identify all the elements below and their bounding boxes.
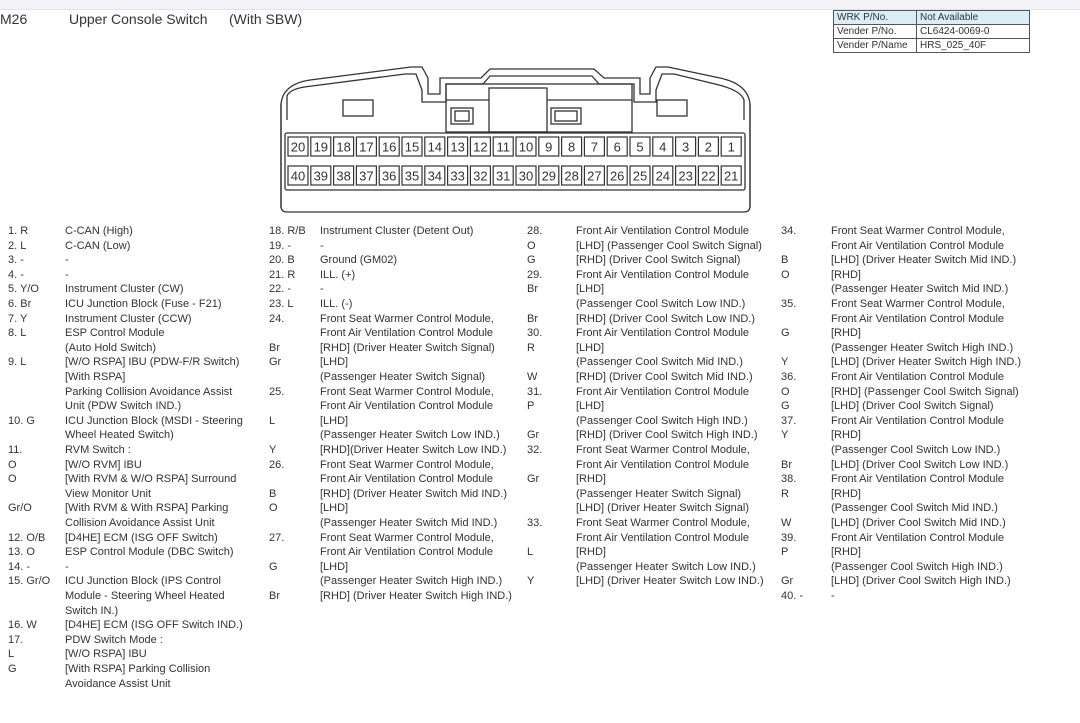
- pin-entry-id: 19. -: [269, 239, 292, 252]
- pin-entry-id: Gr: [269, 356, 282, 369]
- pin-entry-id: Y: [269, 444, 277, 456]
- pin-entry-id: O: [8, 473, 17, 486]
- pin-entry-id: 2. L: [8, 239, 27, 252]
- pin-entry-description: [LHD]: [320, 356, 349, 369]
- pin-entry-id: Gr: [527, 473, 540, 486]
- pin-number: 37: [359, 168, 374, 184]
- pin-number: 21: [723, 168, 739, 184]
- pin-entry-description: [D4HE] ECM (ISG OFF Switch IND.): [65, 619, 243, 632]
- pin-entry-id: 5. Y/O: [8, 283, 39, 296]
- pin-38: [334, 166, 354, 185]
- connector-id: M26: [0, 11, 28, 27]
- pin-entry-description: Front Air Ventilation Control Module: [576, 385, 750, 398]
- pin-entry-description: Front Air Ventilation Control Module: [831, 312, 1005, 325]
- pin-entry-id: Br: [781, 458, 792, 471]
- pin-entry-id: 34.: [781, 225, 797, 237]
- pin-entry-description: [With RVM & With RSPA] Parking: [65, 502, 229, 515]
- pin-25: [630, 166, 650, 185]
- pin-entry-id: O: [781, 385, 790, 398]
- info-value: CL6424-0069-0: [917, 25, 1030, 39]
- pin-entry-description: Front Air Ventilation Control Module: [831, 473, 1005, 486]
- pin-entry-description: Front Air Ventilation Control Module: [831, 239, 1005, 252]
- pin-entry-id: L: [8, 648, 15, 661]
- pin-entry-description: Front Seat Warmer Control Module,: [320, 312, 494, 325]
- pin-entry-description: [RHD] (Driver Cool Switch Low IND.): [576, 312, 756, 325]
- pin-entry-id: O: [8, 458, 17, 471]
- pin-31: [493, 166, 513, 185]
- pin-entry-description: Front Air Ventilation Control Module: [576, 268, 750, 281]
- pin-33: [448, 166, 468, 185]
- pin-entry-id: 14. -: [8, 560, 31, 573]
- pin-entry-description: Instrument Cluster (CCW): [65, 312, 192, 325]
- pin-entry-description: -: [65, 560, 69, 573]
- pin-entry-id: 10. G: [8, 414, 35, 427]
- pin-number: 24: [655, 168, 671, 184]
- pin-number: 34: [427, 168, 443, 184]
- pin-number: 18: [336, 139, 351, 155]
- pin-entry-description: Front Seat Warmer Control Module,: [320, 531, 494, 544]
- pin-entry-description: [RHD]: [831, 546, 861, 559]
- pin-number: 13: [450, 139, 465, 155]
- pin-entry-id: 22. -: [269, 283, 292, 296]
- pin-entry-id: Y: [781, 429, 789, 442]
- pin-entry-description: [LHD]: [320, 560, 349, 573]
- pin-entry-id: 38.: [781, 473, 797, 486]
- pin-29: [539, 166, 559, 185]
- pin-entry-description: (Passenger Heater Switch High IND.): [831, 341, 1014, 354]
- pin-entry-description: Switch IN.): [65, 604, 119, 617]
- info-value: HRS_025_40F: [917, 39, 1030, 53]
- pin-number: 32: [473, 168, 488, 184]
- pin-entry-description: [With RVM & W/O RSPA] Surround: [65, 473, 237, 486]
- pin-entry-id: 30.: [527, 327, 543, 340]
- pin-4: [653, 137, 673, 156]
- pin-entry-description: Front Air Ventilation Control Module: [831, 371, 1005, 383]
- pin-24: [653, 166, 673, 185]
- pin-15: [402, 137, 422, 156]
- pin-entry-id: 23. L: [269, 298, 294, 310]
- pin-entry-description: (Passenger Heater Switch Low IND.): [576, 560, 756, 573]
- pin-entry-description: PDW Switch Mode :: [65, 633, 163, 646]
- pin-number: 16: [381, 139, 397, 155]
- pin-35: [402, 166, 422, 185]
- pin-entry-description: Front Seat Warmer Control Module,: [576, 517, 750, 529]
- pin-3: [676, 137, 696, 156]
- pin-8: [562, 137, 582, 156]
- pin-entry-description: -: [65, 254, 69, 267]
- pin-number: 12: [473, 139, 488, 155]
- pin-entry-description: Front Air Ventilation Control Module: [576, 327, 750, 340]
- pin-entry-id: 39.: [781, 531, 797, 544]
- pin-number: 20: [290, 139, 306, 155]
- pin-entry-description: Module - Steering Wheel Heated: [65, 590, 225, 602]
- pin-entry-id: Y: [527, 575, 535, 588]
- pin-entry-description: [LHD]: [320, 414, 349, 427]
- pin-entry-description: [W/O RSPA] IBU: [65, 648, 147, 661]
- pin-number: 1: [727, 139, 735, 155]
- pin-entry-description: ICU Junction Block (MSDI - Steering: [65, 414, 243, 427]
- pin-entry-description: Parking Collision Avoidance Assist: [65, 385, 233, 398]
- pin-entry-description: Front Seat Warmer Control Module,: [831, 298, 1005, 310]
- pin-34: [425, 166, 445, 185]
- pin-entry-description: Front Air Ventilation Control Module: [831, 414, 1005, 427]
- pin-entry-description: (Passenger Heater Switch High IND.): [320, 575, 503, 588]
- pin-entry-description: Front Air Ventilation Control Module: [576, 531, 750, 544]
- pin-entry-id: G: [269, 560, 278, 573]
- pin-entry-description: ILL. (+): [320, 268, 356, 281]
- pin-number: 15: [404, 139, 420, 155]
- pin-entry-description: (Passenger Heater Switch Signal): [320, 371, 486, 383]
- pin-number: 25: [632, 168, 648, 184]
- pin-entry-description: [RHD] (Driver Cool Switch Mid IND.): [576, 371, 753, 383]
- pin-entry-description: [RHD]: [576, 546, 606, 559]
- pin-entry-description: C-CAN (High): [65, 225, 133, 237]
- pin-37: [356, 166, 376, 185]
- pin-entry-description: Collision Avoidance Assist Unit: [65, 517, 215, 529]
- pin-entry-description: (Passenger Cool Switch Low IND.): [576, 298, 746, 310]
- pin-entry-id: R: [527, 341, 535, 354]
- pin-entry-description: -: [320, 239, 324, 252]
- pin-entry-description: Front Air Ventilation Control Module: [320, 400, 494, 413]
- pin-entry-id: B: [269, 487, 277, 500]
- pin-entry-id: O: [781, 268, 790, 281]
- pin-entry-description: [RHD] (Driver Heater Switch High IND.): [320, 590, 512, 602]
- info-label: Vender P/No.: [834, 25, 917, 39]
- pin-entry-description: (Passenger Heater Switch Signal): [576, 487, 742, 500]
- pin-entry-id: 25.: [269, 385, 285, 398]
- connector-name: Upper Console Switch: [69, 11, 208, 27]
- pin-18: [334, 137, 354, 156]
- pin-entry-id: 33.: [527, 517, 543, 529]
- pin-19: [311, 137, 331, 156]
- pin-23: [676, 166, 696, 185]
- pin-entry-id: L: [269, 414, 276, 427]
- pin-10: [516, 137, 536, 156]
- pin-entry-id: L: [527, 546, 534, 559]
- pin-entry-description: View Monitor Unit: [65, 487, 151, 500]
- pin-entry-description: (Passenger Cool Switch Mid IND.): [831, 502, 998, 515]
- pin-entry-description: [RHD]: [831, 487, 861, 500]
- pin-22: [698, 166, 718, 185]
- pin-entry-id: 20. B: [269, 254, 295, 267]
- pin-entry-description: Front Air Ventilation Control Module: [831, 531, 1005, 544]
- pin-entry-id: 32.: [527, 444, 543, 456]
- info-label: Vender P/Name: [834, 39, 917, 53]
- pin-entry-description: [LHD] (Driver Heater Switch Mid IND.): [831, 254, 1017, 267]
- pin-number: 28: [564, 168, 579, 184]
- pin-entry-description: [RHD] (Driver Cool Switch Signal): [576, 254, 741, 267]
- pin-number: 27: [587, 168, 602, 184]
- pin-entry-description: [LHD] (Driver Cool Switch Mid IND.): [831, 517, 1006, 529]
- pin-entry-description: Front Air Ventilation Control Module: [320, 327, 494, 340]
- pin-entry-id: 12. O/B: [8, 531, 46, 544]
- pin-entry-description: ICU Junction Block (IPS Control: [65, 575, 221, 588]
- pin-number: 11: [496, 139, 510, 155]
- pin-number: 35: [404, 168, 420, 184]
- pin-entry-id: Br: [269, 590, 280, 602]
- pin-entry-description: Front Seat Warmer Control Module,: [831, 225, 1005, 237]
- pin-11: [493, 137, 513, 156]
- pin-row-top: [288, 137, 741, 156]
- pin-entry-description: -: [320, 283, 324, 296]
- pin-number: 5: [636, 139, 644, 155]
- pin-9: [539, 137, 559, 156]
- pin-entry-description: ESP Control Module: [65, 327, 165, 340]
- pin-entry-description: [RHD] (Passenger Cool Switch Signal): [831, 385, 1019, 398]
- pin-6: [607, 137, 627, 156]
- pin-entry-description: [LHD]: [320, 502, 349, 515]
- pin-entry-description: [LHD]: [576, 400, 605, 413]
- pin-number: 29: [541, 168, 557, 184]
- pin-entry-id: 40. -: [781, 590, 804, 602]
- pin-entry-description: [RHD] (Driver Cool Switch High IND.): [576, 429, 758, 442]
- pin-20: [288, 137, 308, 156]
- pin-12: [470, 137, 490, 156]
- info-label: WRK P/No.: [834, 11, 917, 25]
- pin-entry-description: (Passenger Cool Switch Mid IND.): [576, 356, 743, 369]
- pin-entry-description: C-CAN (Low): [65, 239, 131, 252]
- pin-entry-id: W: [781, 517, 792, 529]
- pin-entry-description: [LHD] (Driver Cool Switch High IND.): [831, 575, 1011, 588]
- pin-entry-description: Front Air Ventilation Control Module: [576, 458, 750, 471]
- pin-number: 4: [659, 139, 667, 155]
- pin-entry-id: 37.: [781, 414, 797, 427]
- pin-number: 17: [359, 139, 374, 155]
- pin-number: 33: [450, 168, 465, 184]
- pin-number: 22: [701, 168, 716, 184]
- pin-entry-id: G: [781, 400, 790, 413]
- pin-number: 36: [381, 168, 397, 184]
- pin-entry-id: 6. Br: [8, 298, 32, 310]
- pin-entry-description: Wheel Heated Switch): [65, 429, 174, 442]
- pin-entry-description: [LHD] (Driver Heater Switch Low IND.): [576, 575, 764, 588]
- pin-entry-description: [RHD]: [831, 429, 861, 442]
- pin-entry-id: Br: [527, 283, 538, 296]
- pin-entry-id: 4. -: [8, 268, 24, 281]
- pin-entry-id: 35.: [781, 298, 797, 310]
- pin-1: [721, 137, 741, 156]
- pin-entry-id: Br: [527, 312, 538, 325]
- pin-entry-description: (Passenger Heater Switch Mid IND.): [831, 283, 1009, 296]
- pin-2: [698, 137, 718, 156]
- pin-entry-description: RVM Switch :: [65, 444, 131, 456]
- pin-entry-description: Ground (GM02): [320, 254, 398, 267]
- pin-entry-id: 31.: [527, 385, 543, 398]
- pin-28: [562, 166, 582, 185]
- pin-number: 6: [613, 139, 621, 155]
- pin-entry-description: Front Seat Warmer Control Module,: [320, 458, 494, 471]
- pin-entry-id: 21. R: [269, 268, 296, 281]
- pin-entry-id: 17.: [8, 633, 24, 646]
- pin-entry-description: Instrument Cluster (CW): [65, 283, 184, 296]
- pin-21: [721, 166, 741, 185]
- pin-entry-id: G: [527, 254, 536, 267]
- info-value: Not Available: [917, 11, 1030, 25]
- pin-number: 8: [567, 139, 576, 155]
- pin-number: 14: [427, 139, 443, 155]
- pin-entry-description: [LHD] (Driver Cool Switch Signal): [831, 400, 994, 413]
- pin-17: [356, 137, 376, 156]
- pin-entry-id: P: [527, 400, 535, 413]
- pin-40: [288, 166, 308, 185]
- pin-39: [311, 166, 331, 185]
- pin-30: [516, 166, 536, 185]
- pin-entry-description: -: [831, 590, 835, 602]
- pin-entry-description: (Passenger Heater Switch Mid IND.): [320, 517, 498, 529]
- pin-entry-description: [LHD] (Passenger Cool Switch Signal): [576, 239, 762, 252]
- pin-36: [379, 166, 399, 185]
- pin-number: 23: [678, 168, 693, 184]
- pin-entry-id: Br: [269, 341, 280, 354]
- pin-entry-description: [LHD] (Driver Heater Switch Signal): [576, 502, 749, 515]
- pin-entry-description: Front Air Ventilation Control Module: [576, 225, 750, 237]
- pin-entry-description: (Auto Hold Switch): [65, 341, 157, 354]
- pin-entry-id: 11.: [8, 444, 23, 456]
- pin-entry-id: O: [527, 239, 536, 252]
- pin-number: 3: [681, 139, 690, 155]
- pin-entry-description: [W/O RSPA] IBU (PDW-F/R Switch): [65, 356, 240, 369]
- pin-entry-description: [RHD]: [831, 327, 861, 340]
- pin-7: [584, 137, 604, 156]
- pin-number: 26: [609, 168, 625, 184]
- pin-entry-description: [RHD](Driver Heater Switch Low IND.): [320, 444, 507, 456]
- pin-entry-id: 29.: [527, 268, 543, 281]
- pin-entry-id: Y: [781, 356, 789, 369]
- pin-number: 10: [518, 139, 534, 155]
- pin-entry-description: Front Air Ventilation Control Module: [320, 473, 494, 486]
- pin-entry-description: [With RSPA]: [65, 371, 126, 383]
- pin-14: [425, 137, 445, 156]
- pin-26: [607, 166, 627, 185]
- pin-32: [470, 166, 490, 185]
- pin-entry-description: Instrument Cluster (Detent Out): [320, 225, 474, 237]
- pin-entry-id: G: [781, 327, 790, 340]
- pin-entry-description: (Passenger Heater Switch Low IND.): [320, 429, 500, 442]
- pin-entry-description: [LHD] (Driver Cool Switch Low IND.): [831, 458, 1009, 471]
- pin-entry-description: Front Air Ventilation Control Module: [320, 546, 494, 559]
- pin-entry-description: (Passenger Cool Switch High IND.): [831, 560, 1003, 573]
- pin-entry-description: [LHD] (Driver Heater Switch High IND.): [831, 356, 1022, 369]
- pin-entry-description: (Passenger Cool Switch High IND.): [576, 414, 748, 427]
- pin-entry-id: 18. R/B: [269, 225, 306, 237]
- pin-entry-id: Gr: [527, 429, 540, 442]
- pin-entry-description: [RHD] (Driver Heater Switch Signal): [320, 341, 495, 354]
- pin-entry-id: 28.: [527, 225, 543, 237]
- pin-entry-description: ILL. (-): [320, 298, 353, 310]
- pin-entry-id: 7. Y: [8, 312, 28, 325]
- pin-number: 30: [518, 168, 534, 184]
- pin-entry-description: [LHD]: [576, 341, 605, 354]
- pin-entry-description: Front Seat Warmer Control Module,: [576, 444, 750, 456]
- connector-variant: (With SBW): [229, 11, 303, 27]
- pin-entry-description: (Passenger Cool Switch Low IND.): [831, 444, 1001, 456]
- pin-number: 7: [590, 139, 599, 155]
- pin-entry-description: [LHD]: [576, 283, 605, 296]
- pin-entry-id: Gr: [781, 575, 794, 588]
- pin-number: 9: [545, 139, 553, 155]
- pin-entry-description: -: [65, 268, 69, 281]
- pin-entry-id: 24.: [269, 312, 285, 325]
- pin-entry-id: 9. L: [8, 356, 27, 369]
- pin-entry-id: P: [781, 546, 789, 559]
- pin-entry-description: [With RSPA] Parking Collision: [65, 663, 211, 675]
- pin-number: 19: [313, 139, 329, 155]
- pin-entry-id: 16. W: [8, 619, 37, 632]
- pin-number: 39: [313, 168, 329, 184]
- pin-entry-description: [D4HE] ECM (ISG OFF Switch): [65, 531, 218, 544]
- pin-entry-description: [RHD]: [576, 473, 606, 486]
- pin-entry-id: G: [8, 663, 17, 675]
- pin-entry-description: Front Seat Warmer Control Module,: [320, 385, 494, 398]
- pin-27: [584, 166, 604, 185]
- pin-entry-description: Avoidance Assist Unit: [65, 677, 171, 690]
- pin-entry-description: ICU Junction Block (Fuse - F21): [65, 298, 222, 310]
- pin-entry-id: 3. -: [8, 254, 24, 267]
- pin-row-bottom: [288, 166, 741, 185]
- pin-entry-description: Unit (PDW Switch IND.): [65, 400, 182, 413]
- pin-number: 31: [495, 168, 511, 184]
- pin-entry-description: [RHD]: [831, 268, 861, 281]
- pin-entry-id: 15. Gr/O: [8, 575, 51, 588]
- pin-number: 2: [704, 139, 713, 155]
- pin-entry-id: 27.: [269, 531, 285, 544]
- pin-entry-id: 36.: [781, 371, 797, 383]
- pin-entry-description: ESP Control Module (DBC Switch): [65, 546, 234, 559]
- pin-entry-id: B: [781, 254, 789, 267]
- pin-entry-id: 1. R: [8, 225, 29, 237]
- pin-entry-id: 26.: [269, 458, 285, 471]
- pin-entry-id: R: [781, 487, 789, 500]
- pin-number: 38: [336, 168, 351, 184]
- pin-16: [379, 137, 399, 156]
- pin-entry-description: [RHD] (Driver Heater Switch Mid IND.): [320, 487, 508, 500]
- pin-entry-id: O: [269, 502, 278, 515]
- pin-entry-id: Gr/O: [8, 502, 32, 515]
- pin-entry-id: 8. L: [8, 327, 27, 340]
- pin-entry-id: W: [527, 371, 538, 383]
- pin-entry-description: [W/O RVM] IBU: [65, 458, 142, 471]
- pin-5: [630, 137, 650, 156]
- pin-13: [448, 137, 468, 156]
- pin-number: 40: [290, 168, 306, 184]
- pin-entry-id: 13. O: [8, 546, 35, 559]
